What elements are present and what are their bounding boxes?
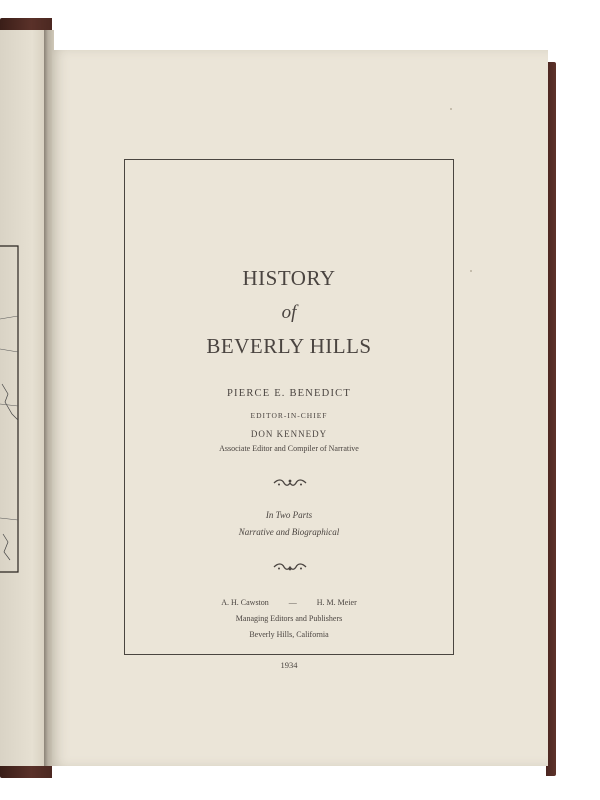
publisher-b: H. M. Meier (316, 598, 357, 607)
title-line-3: BEVERLY HILLS (206, 334, 372, 358)
paper-speck (450, 108, 452, 110)
publication-location: Beverly Hills, California (249, 630, 329, 639)
title-page (52, 50, 548, 766)
paper-speck (470, 270, 472, 272)
endpaper-map-fragment (0, 244, 20, 574)
associate-role: Associate Editor and Compiler of Narrative (219, 444, 359, 453)
ornament-icon (273, 478, 307, 488)
left-endpaper (0, 30, 46, 766)
parts-line-2: Narrative and Biographical (238, 527, 340, 537)
publishers-row (125, 598, 453, 607)
editor-role: EDITOR-IN-CHIEF (250, 411, 328, 420)
ornament-icon (273, 562, 307, 572)
publishers-role: Managing Editors and Publishers (235, 614, 343, 623)
publication-year: 1934 (280, 660, 298, 670)
editor-name: PIERCE E. BENEDICT (227, 388, 351, 399)
parts-line-1: In Two Parts (265, 510, 313, 520)
title-line-1: HISTORY (242, 266, 336, 290)
publisher-a: A. H. Cawston (221, 598, 269, 607)
title-line-2: of (281, 302, 297, 323)
publisher-separator: — (288, 598, 297, 607)
title-frame (124, 159, 454, 670)
associate-name: DON KENNEDY (250, 429, 328, 439)
